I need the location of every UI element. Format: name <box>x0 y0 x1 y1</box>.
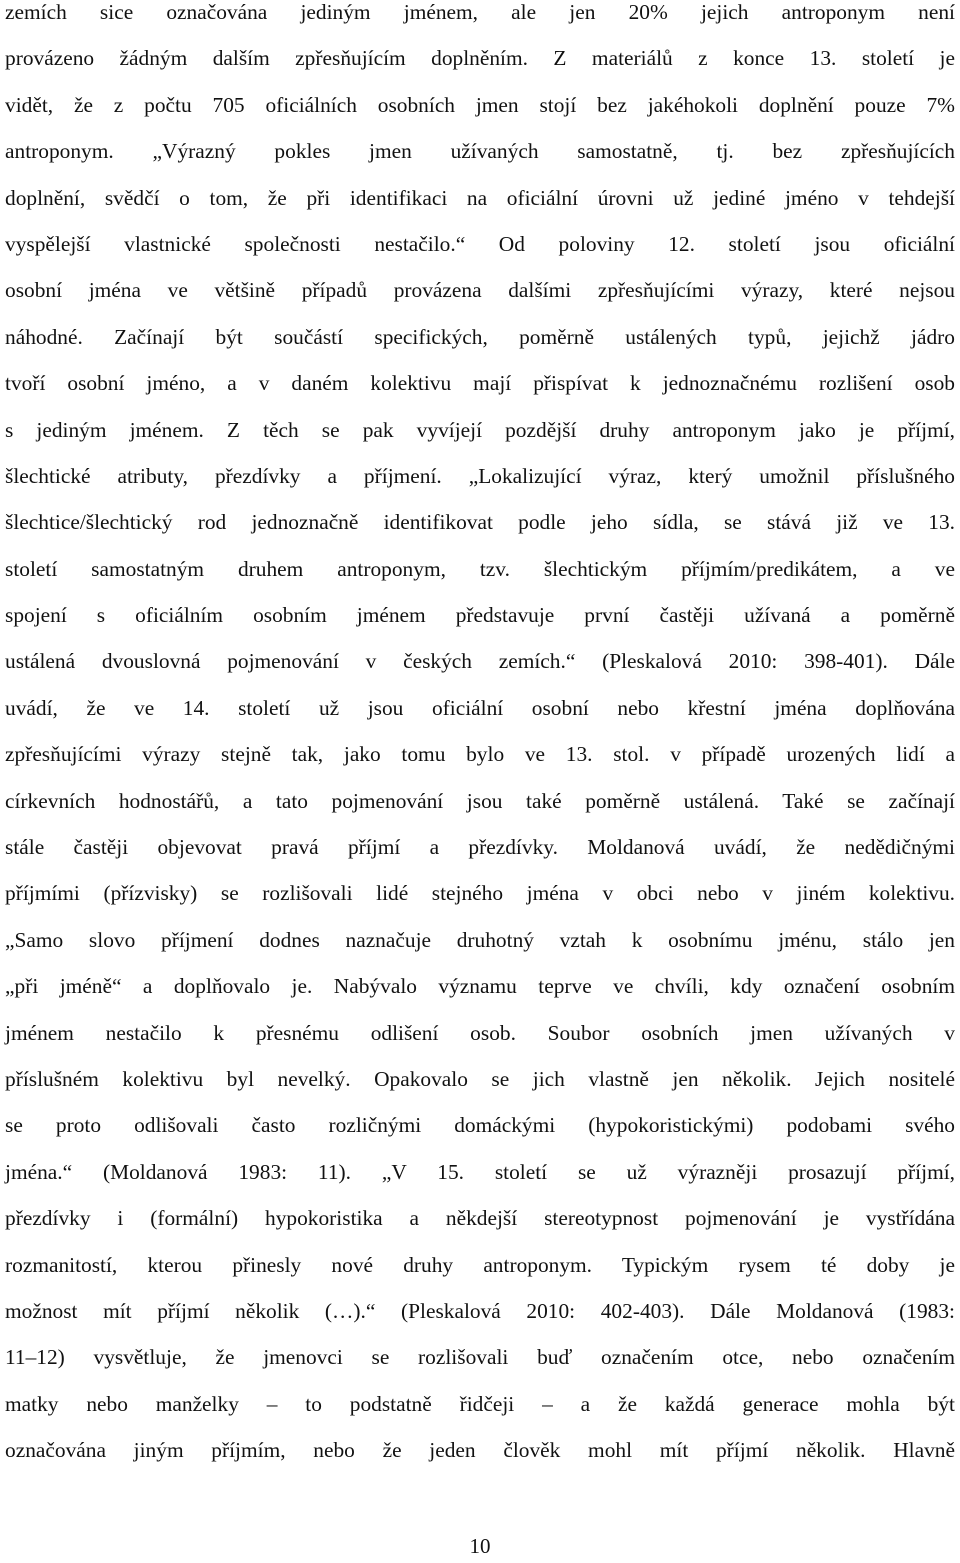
text-line: církevních hodnostářů, a tato pojmenování jsou také poměrně ustálená. Také se začínají <box>5 788 955 813</box>
text-line: náhodné. Začínají být součástí specifických, poměrně ustálených typů, jejichž jádro <box>5 324 955 349</box>
text-line: doplnění, svědčí o tom, že při identifikaci na oficiální úrovni už jediné jméno v tehdejší <box>5 185 955 210</box>
text-line: zpřesňujícími výrazy stejně tak, jako tomu bylo ve 13. stol. v případě urozených lidí a <box>5 742 955 767</box>
text-line: se proto odlišovali často rozličnými domáckými (hypokoristickými) podobami svého <box>5 1113 955 1138</box>
text-line: označována jiným příjmím, nebo že jeden člověk mohl mít příjmí několik. Hlavně <box>5 1438 955 1463</box>
text-line: antroponym. „Výrazný pokles jmen užívaných samostatně, tj. bez zpřesňujících <box>5 139 955 164</box>
text-line: tvoří osobní jméno, a v daném kolektivu mají přispívat k jednoznačnému rozlišení osob <box>5 371 955 396</box>
page-number: 10 <box>469 1534 491 1558</box>
text-line: vyspělejší vlastnické společnosti nestačilo.“ Od poloviny 12. století jsou oficiální <box>5 231 955 256</box>
text-line: šlechtické atributy, přezdívky a příjmení. „Lokalizující výraz, který umožnil příslušného <box>5 463 955 488</box>
text-line: ustálená dvouslovná pojmenování v českých zemích.“ (Pleskalová 2010: 398-401). Dále <box>5 649 955 674</box>
text-line: jména.“ (Moldanová 1983: 11). „V 15. století se už výrazněji prosazují příjmí, <box>5 1159 955 1184</box>
text-line: vidět, že z počtu 705 oficiálních osobních jmen stojí bez jakéhokoli doplnění pouze 7% <box>5 92 955 117</box>
text-line: osobní jména ve většině případů provázena dalšími zpřesňujícími výrazy, které nejsou <box>5 278 955 303</box>
text-line: „při jméně“ a doplňovalo je. Nabývalo významu teprve ve chvíli, kdy označení osobním <box>5 974 955 999</box>
text-line: uvádí, že ve 14. století už jsou oficiální osobní nebo křestní jména doplňována <box>5 695 955 720</box>
text-line: možnost mít příjmí několik (…).“ (Pleskalová 2010: 402-403). Dále Moldanová (1983: <box>5 1298 955 1323</box>
text-line: matky nebo manželky – to podstatně řidčeji – a že každá generace mohla být <box>5 1391 955 1416</box>
body-paragraph <box>5 0 955 1474</box>
text-line: rozmanitostí, kterou přinesly nové druhy antroponym. Typickým rysem té doby je <box>5 1252 955 1277</box>
text-line: šlechtice/šlechtický rod jednoznačně identifikovat podle jeho sídla, se stává již ve 13. <box>5 510 955 535</box>
text-line: stále častěji objevovat pravá příjmí a přezdívky. Moldanová uvádí, že nedědičnými <box>5 835 955 860</box>
text-line: spojení s oficiálním osobním jménem představuje první častěji užívaná a poměrně <box>5 603 955 628</box>
text-line: zemích sice označována jediným jménem, ale jen 20% jejich antroponym není <box>5 0 955 24</box>
text-line: s jediným jménem. Z těch se pak vyvíjejí pozdější druhy antroponym jako je příjmí, <box>5 417 955 442</box>
text-line: přezdívky i (formální) hypokoristika a někdejší stereotypnost pojmenování je vystřídána <box>5 1206 955 1231</box>
text-line: provázeno žádným dalším zpřesňujícím doplněním. Z materiálů z konce 13. století je <box>5 46 955 71</box>
text-line: jménem nestačilo k přesnému odlišení osob. Soubor osobních jmen užívaných v <box>5 1020 955 1045</box>
text-line: 11–12) vysvětluje, že jmenovci se rozlišovali buď označením otce, nebo označením <box>5 1345 955 1370</box>
text-line: století samostatným druhem antroponym, tzv. šlechtickým příjmím/predikátem, a ve <box>5 556 955 581</box>
text-line: příslušném kolektivu byl nevelký. Opakovalo se jich vlastně jen několik. Jejich nositelé <box>5 1066 955 1091</box>
text-line: příjmími (přízvisky) se rozlišovali lidé stejného jména v obci nebo v jiném kolektivu. <box>5 881 955 906</box>
text-line: „Samo slovo příjmení dodnes naznačuje druhotný vztah k osobnímu jménu, stálo jen <box>5 927 955 952</box>
